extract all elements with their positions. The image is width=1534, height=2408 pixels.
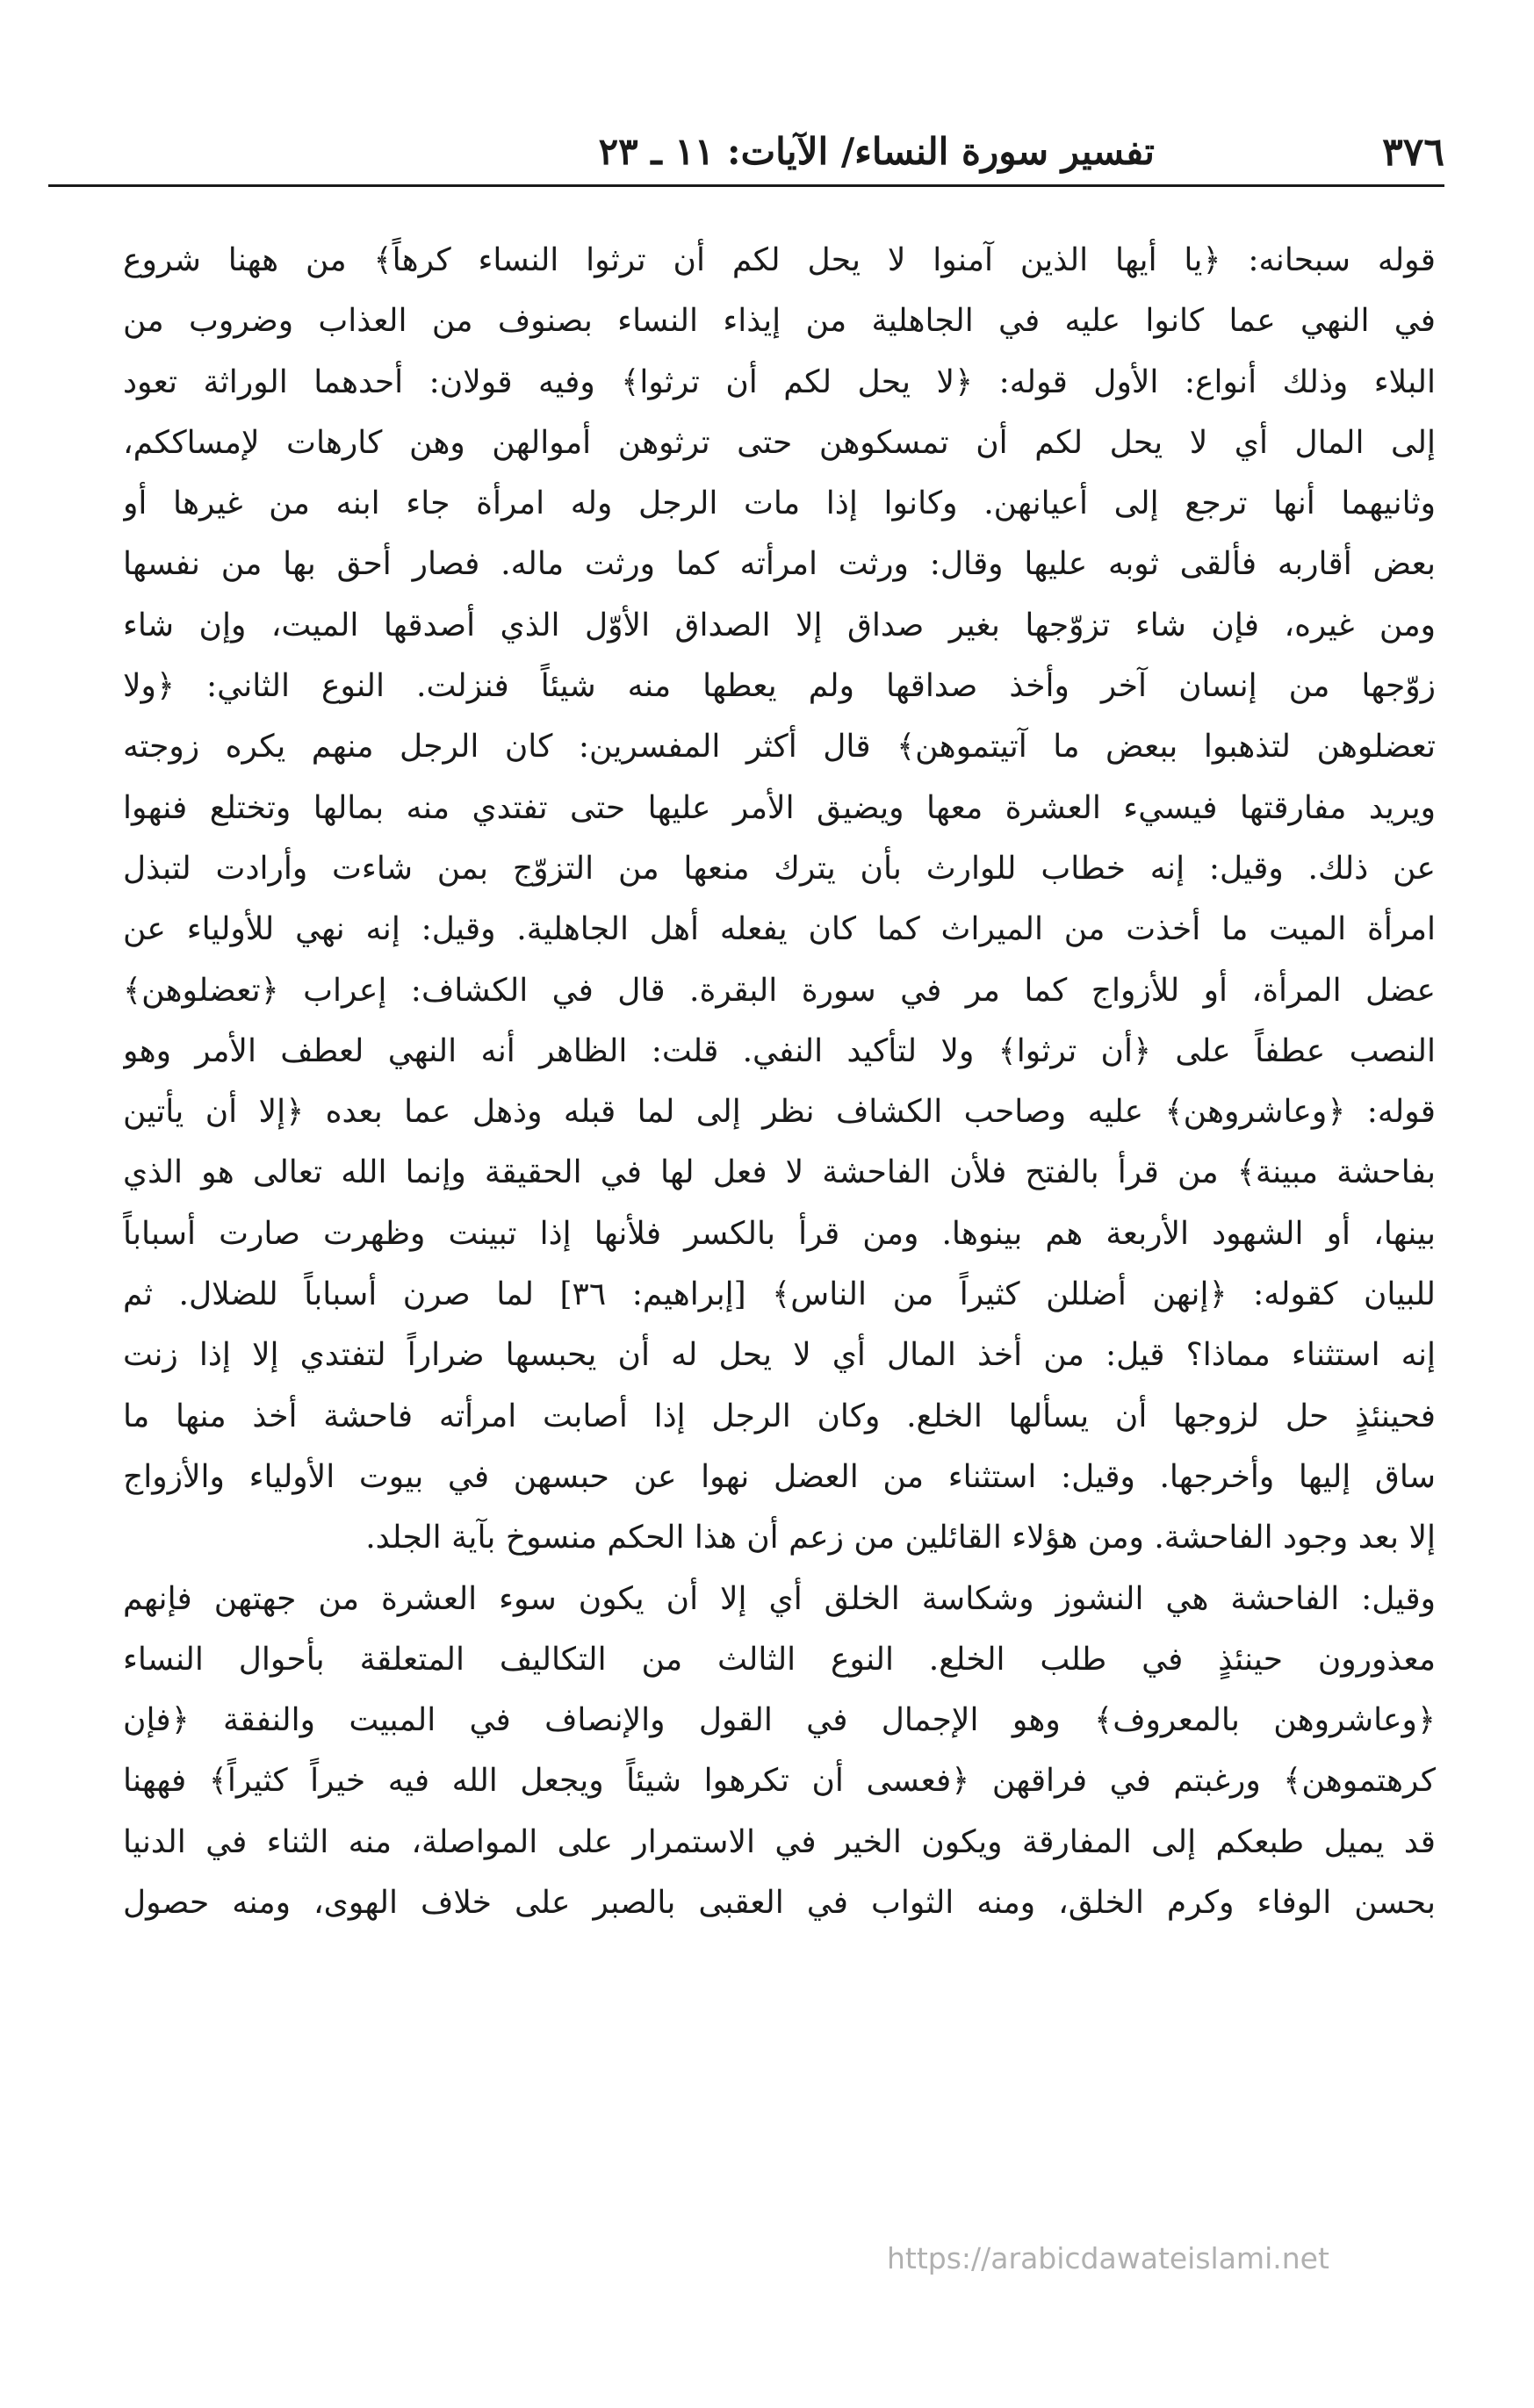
text-line: للبيان كقوله: ﴿إنهن أضللن كثيراً من الناس﴾ [إبراهيم: ٣٦] لما صرن أسباباً للضلال. ثم [123, 1276, 1436, 1313]
text-line: بينها، أو الشهود الأربعة هم بينوها. ومن قرأ بالكسر فلأنها إذا تبينت وظهرت صارت أسباباً [123, 1215, 1436, 1252]
text-line: بفاحشة مبينة﴾ من قرأ بالفتح فلأن الفاحشة لا فعل لها في الحقيقة وإنما الله تعالى هو الذي [123, 1154, 1436, 1191]
body-text [123, 230, 1436, 1933]
text-line: عن ذلك. وقيل: إنه خطاب للوارث بأن يترك منعها من التزوّج بمن شاءت وأرادت لتبذل [123, 850, 1436, 887]
text-line: قد يميل طبعكم إلى المفارقة ويكون الخير في الاستمرار على المواصلة، منه الثناء في الدنيا [123, 1823, 1436, 1860]
page-number: ٣٧٦ [1382, 130, 1444, 175]
text-line: بعض أقاربه فألقى ثوبه عليها وقال: ورثت امرأته كما ورثت ماله. فصار أحق بها من نفسها [123, 546, 1436, 583]
text-line: قوله: ﴿وعاشروهن﴾ عليه وصاحب الكشاف نظر إلى لما قبله وذهل عما بعده ﴿إلا أن يأتين [123, 1094, 1436, 1131]
text-line: معذورون حينئذٍ في طلب الخلع. النوع الثالث من التكاليف المتعلقة بأحوال النساء [123, 1641, 1436, 1678]
running-title: تفسير سورة النساء/ الآيات: ١١ ـ ٢٣ [598, 130, 1155, 173]
text-line: إلى المال أي لا يحل لكم أن تمسكوهن حتى ترثوهن أموالهن وهن كارهات لإمساككم، [123, 424, 1436, 461]
text-line: ومن غيره، فإن شاء تزوّجها بغير صداق إلا الصداق الأوّل الذي أصدقها الميت، وإن شاء [123, 607, 1436, 643]
text-line: زوّجها من إنسان آخر وأخذ صداقها ولم يعطها منه شيئاً فنزلت. النوع الثاني: ﴿ولا [123, 668, 1436, 705]
page-header [48, 130, 1444, 191]
text-line: النصب عطفاً على ﴿أن ترثوا﴾ ولا لتأكيد النفي. قلت: الظاهر أنه النهي لعطف الأمر وهو [123, 1032, 1436, 1069]
text-line: ﴿وعاشروهن بالمعروف﴾ وهو الإجمال في القول والإنصاف في المبيت والنفقة ﴿فإن [123, 1702, 1436, 1739]
text-line: قوله سبحانه: ﴿يا أيها الذين آمنوا لا يحل لكم أن ترثوا النساء كرهاً﴾ من ههنا شروع [123, 242, 1436, 278]
text-line: بحسن الوفاء وكرم الخلق، ومنه الثواب في العقبى بالصبر على خلاف الهوى، ومنه حصول [123, 1885, 1436, 1922]
text-line: عضل المرأة، أو للأزواج كما مر في سورة البقرة. قال في الكشاف: إعراب ﴿تعضلوهن﴾ [123, 972, 1436, 1009]
watermark-url: https://arabicdawateislami.net [887, 2241, 1329, 2275]
text-line: ويريد مفارقتها فيسيء العشرة معها ويضيق الأمر عليها حتى تفتدي منه بمالها وتختلع فنهوا [123, 789, 1436, 826]
text-line: فحينئذٍ حل لزوجها أن يسألها الخلع. وكان الرجل إذا أصابت امرأته فاحشة أخذ منها ما [123, 1398, 1436, 1434]
text-line: إنه استثناء مماذا؟ قيل: من أخذ المال أي لا يحل له أن يحبسها ضراراً لتفتدي إلا إذا زنت [123, 1337, 1436, 1374]
text-line: البلاء وذلك أنواع: الأول قوله: ﴿لا يحل لكم أن ترثوا﴾ وفيه قولان: أحدهما الوراثة تعود [123, 363, 1436, 400]
text-line: كرهتموهن﴾ ورغبتم في فراقهن ﴿فعسى أن تكرهوا شيئاً ويجعل الله فيه خيراً كثيراً﴾ فههنا [123, 1763, 1436, 1800]
text-line: وثانيهما أنها ترجع إلى أعيانهن. وكانوا إذا مات الرجل وله امرأة جاء ابنه من غيرها أو [123, 485, 1436, 522]
text-line: إلا بعد وجود الفاحشة. ومن هؤلاء القائلين من زعم أن هذا الحكم منسوخ بآية الجلد. [365, 1520, 1436, 1556]
header-divider [48, 184, 1444, 187]
text-line: امرأة الميت ما أخذت من الميراث كما كان يفعله أهل الجاهلية. وقيل: إنه نهي للأولياء عن [123, 911, 1436, 948]
text-line: تعضلوهن لتذهبوا ببعض ما آتيتموهن﴾ قال أكثر المفسرين: كان الرجل منهم يكره زوجته [123, 729, 1436, 766]
text-line: وقيل: الفاحشة هي النشوز وشكاسة الخلق أي إلا أن يكون سوء العشرة من جهتهن فإنهم [123, 1580, 1436, 1617]
text-line: ساق إليها وأخرجها. وقيل: استثناء من العضل نهوا عن حبسهن في بيوت الأولياء والأزواج [123, 1458, 1436, 1495]
text-line: في النهي عما كانوا عليه في الجاهلية من إيذاء النساء بصنوف من العذاب وضروب من [123, 303, 1436, 340]
